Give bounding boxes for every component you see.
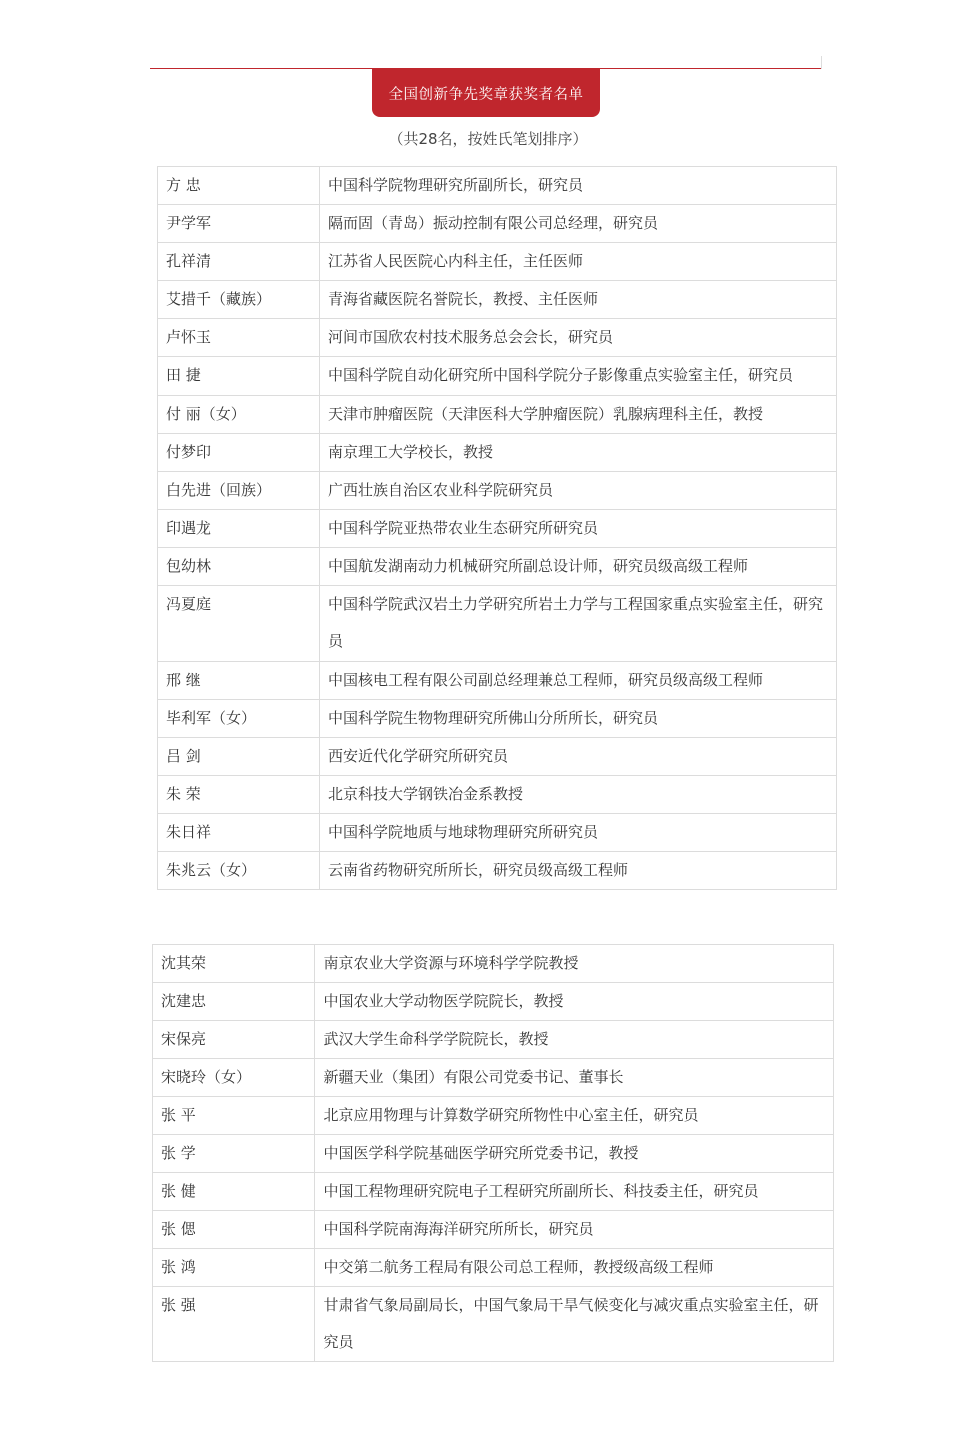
table-row bbox=[158, 813, 837, 851]
awardee-affiliation: 西安近代化学研究所研究员 bbox=[320, 737, 837, 775]
table-row bbox=[158, 661, 837, 699]
awardee-name: 吕 剑 bbox=[158, 737, 320, 775]
awardee-affiliation: 北京科技大学钢铁冶金系教授 bbox=[320, 775, 837, 813]
awardee-name: 宋保亮 bbox=[153, 1021, 315, 1059]
awardee-affiliation: 中国农业大学动物医学院院长，教授 bbox=[315, 983, 834, 1021]
awardee-name: 卢怀玉 bbox=[158, 319, 320, 357]
awardee-name: 张 平 bbox=[153, 1097, 315, 1135]
table-gap bbox=[150, 912, 850, 944]
table-row bbox=[158, 851, 837, 889]
awardee-name: 张 健 bbox=[153, 1173, 315, 1211]
awardee-affiliation: 中交第二航务工程局有限公司总工程师，教授级高级工程师 bbox=[315, 1249, 834, 1287]
table-row bbox=[158, 737, 837, 775]
awardee-affiliation: 广西壮族自治区农业科学院研究员 bbox=[320, 471, 837, 509]
awardee-name: 方 忠 bbox=[158, 167, 320, 205]
awardee-name: 张 强 bbox=[153, 1287, 315, 1362]
awardee-affiliation: 南京理工大学校长，教授 bbox=[320, 433, 837, 471]
awardee-name: 朱兆云（女） bbox=[158, 851, 320, 889]
table-row bbox=[153, 1173, 834, 1211]
table-row bbox=[158, 775, 837, 813]
awardee-affiliation: 河间市国欣农村技术服务总会会长，研究员 bbox=[320, 319, 837, 357]
awardee-name: 张 鸿 bbox=[153, 1249, 315, 1287]
table-row bbox=[158, 547, 837, 585]
awardee-affiliation: 中国科学院物理研究所副所长，研究员 bbox=[320, 167, 837, 205]
table-row bbox=[158, 585, 837, 661]
table-row bbox=[153, 1211, 834, 1249]
awardee-name: 张 偲 bbox=[153, 1211, 315, 1249]
awardee-affiliation: 甘肃省气象局副局长，中国气象局干旱气候变化与减灾重点实验室主任，研究员 bbox=[315, 1287, 834, 1362]
table-row bbox=[158, 167, 837, 205]
table-row bbox=[158, 699, 837, 737]
awardee-affiliation: 中国科学院生物物理研究所佛山分所所长，研究员 bbox=[320, 699, 837, 737]
table-row bbox=[158, 509, 837, 547]
awardee-affiliation: 隔而固（青岛）振动控制有限公司总经理，研究员 bbox=[320, 205, 837, 243]
table-row bbox=[153, 1021, 834, 1059]
awardee-name: 艾措千（藏族） bbox=[158, 281, 320, 319]
awardee-affiliation: 武汉大学生命科学学院院长，教授 bbox=[315, 1021, 834, 1059]
table-row bbox=[153, 983, 834, 1021]
awardee-name: 张 学 bbox=[153, 1135, 315, 1173]
awardee-name: 田 捷 bbox=[158, 357, 320, 396]
awardee-name: 宋晓玲（女） bbox=[153, 1059, 315, 1097]
awardee-name: 孔祥清 bbox=[158, 243, 320, 281]
table-row bbox=[158, 471, 837, 509]
awardee-name: 付梦印 bbox=[158, 433, 320, 471]
table-row bbox=[158, 205, 837, 243]
awardee-affiliation: 云南省药物研究所所长，研究员级高级工程师 bbox=[320, 851, 837, 889]
awardee-name: 朱日祥 bbox=[158, 813, 320, 851]
awardee-affiliation: 天津市肿瘤医院（天津医科大学肿瘤医院）乳腺病理科主任，教授 bbox=[320, 395, 837, 433]
awardee-name: 尹学军 bbox=[158, 205, 320, 243]
table-row bbox=[158, 395, 837, 433]
awardee-affiliation: 中国科学院地质与地球物理研究所研究员 bbox=[320, 813, 837, 851]
awardee-affiliation: 中国工程物理研究院电子工程研究所副所长、科技委主任，研究员 bbox=[315, 1173, 834, 1211]
awardee-name: 付 丽（女） bbox=[158, 395, 320, 433]
awardee-affiliation: 中国航发湖南动力机械研究所副总设计师，研究员级高级工程师 bbox=[320, 547, 837, 585]
awardee-table-2 bbox=[152, 944, 834, 1362]
awardee-affiliation: 中国科学院南海海洋研究所所长，研究员 bbox=[315, 1211, 834, 1249]
awardee-name: 沈其荣 bbox=[153, 945, 315, 983]
awardee-name: 印遇龙 bbox=[158, 509, 320, 547]
table-row bbox=[153, 1135, 834, 1173]
page-subtitle: （共28名，按姓氏笔划排序） bbox=[388, 130, 588, 148]
awardee-name: 朱 荣 bbox=[158, 775, 320, 813]
awardee-affiliation: 江苏省人民医院心内科主任，主任医师 bbox=[320, 243, 837, 281]
table-row bbox=[153, 945, 834, 983]
header-divider-tick bbox=[821, 56, 822, 69]
awardee-affiliation: 北京应用物理与计算数学研究所物性中心室主任，研究员 bbox=[315, 1097, 834, 1135]
awardee-affiliation: 青海省藏医院名誉院长，教授、主任医师 bbox=[320, 281, 837, 319]
table-row bbox=[158, 319, 837, 357]
awardee-name: 沈建忠 bbox=[153, 983, 315, 1021]
awardee-affiliation: 中国核电工程有限公司副总经理兼总工程师，研究员级高级工程师 bbox=[320, 661, 837, 699]
awardee-affiliation: 中国科学院亚热带农业生态研究所研究员 bbox=[320, 509, 837, 547]
awardee-name: 毕利军（女） bbox=[158, 699, 320, 737]
awardee-affiliation: 南京农业大学资源与环境科学学院教授 bbox=[315, 945, 834, 983]
table-row bbox=[153, 1287, 834, 1362]
table-row bbox=[158, 281, 837, 319]
table-row bbox=[158, 357, 837, 396]
awardee-name: 包幼林 bbox=[158, 547, 320, 585]
awardee-table-1 bbox=[157, 166, 837, 890]
awardee-affiliation: 中国科学院武汉岩土力学研究所岩土力学与工程国家重点实验室主任，研究员 bbox=[320, 585, 837, 661]
table-row bbox=[153, 1249, 834, 1287]
table-row bbox=[158, 243, 837, 281]
awardee-name: 冯夏庭 bbox=[158, 585, 320, 661]
awardee-name: 邢 继 bbox=[158, 661, 320, 699]
awardee-affiliation: 中国科学院自动化研究所中国科学院分子影像重点实验室主任，研究员 bbox=[320, 357, 837, 396]
table-row bbox=[153, 1097, 834, 1135]
table-row bbox=[158, 433, 837, 471]
table-row bbox=[153, 1059, 834, 1097]
awardee-affiliation: 新疆天业（集团）有限公司党委书记、董事长 bbox=[315, 1059, 834, 1097]
page-title: 全国创新争先奖章获奖者名单 bbox=[372, 69, 600, 117]
awardee-name: 白先进（回族） bbox=[158, 471, 320, 509]
awardee-affiliation: 中国医学科学院基础医学研究所党委书记，教授 bbox=[315, 1135, 834, 1173]
